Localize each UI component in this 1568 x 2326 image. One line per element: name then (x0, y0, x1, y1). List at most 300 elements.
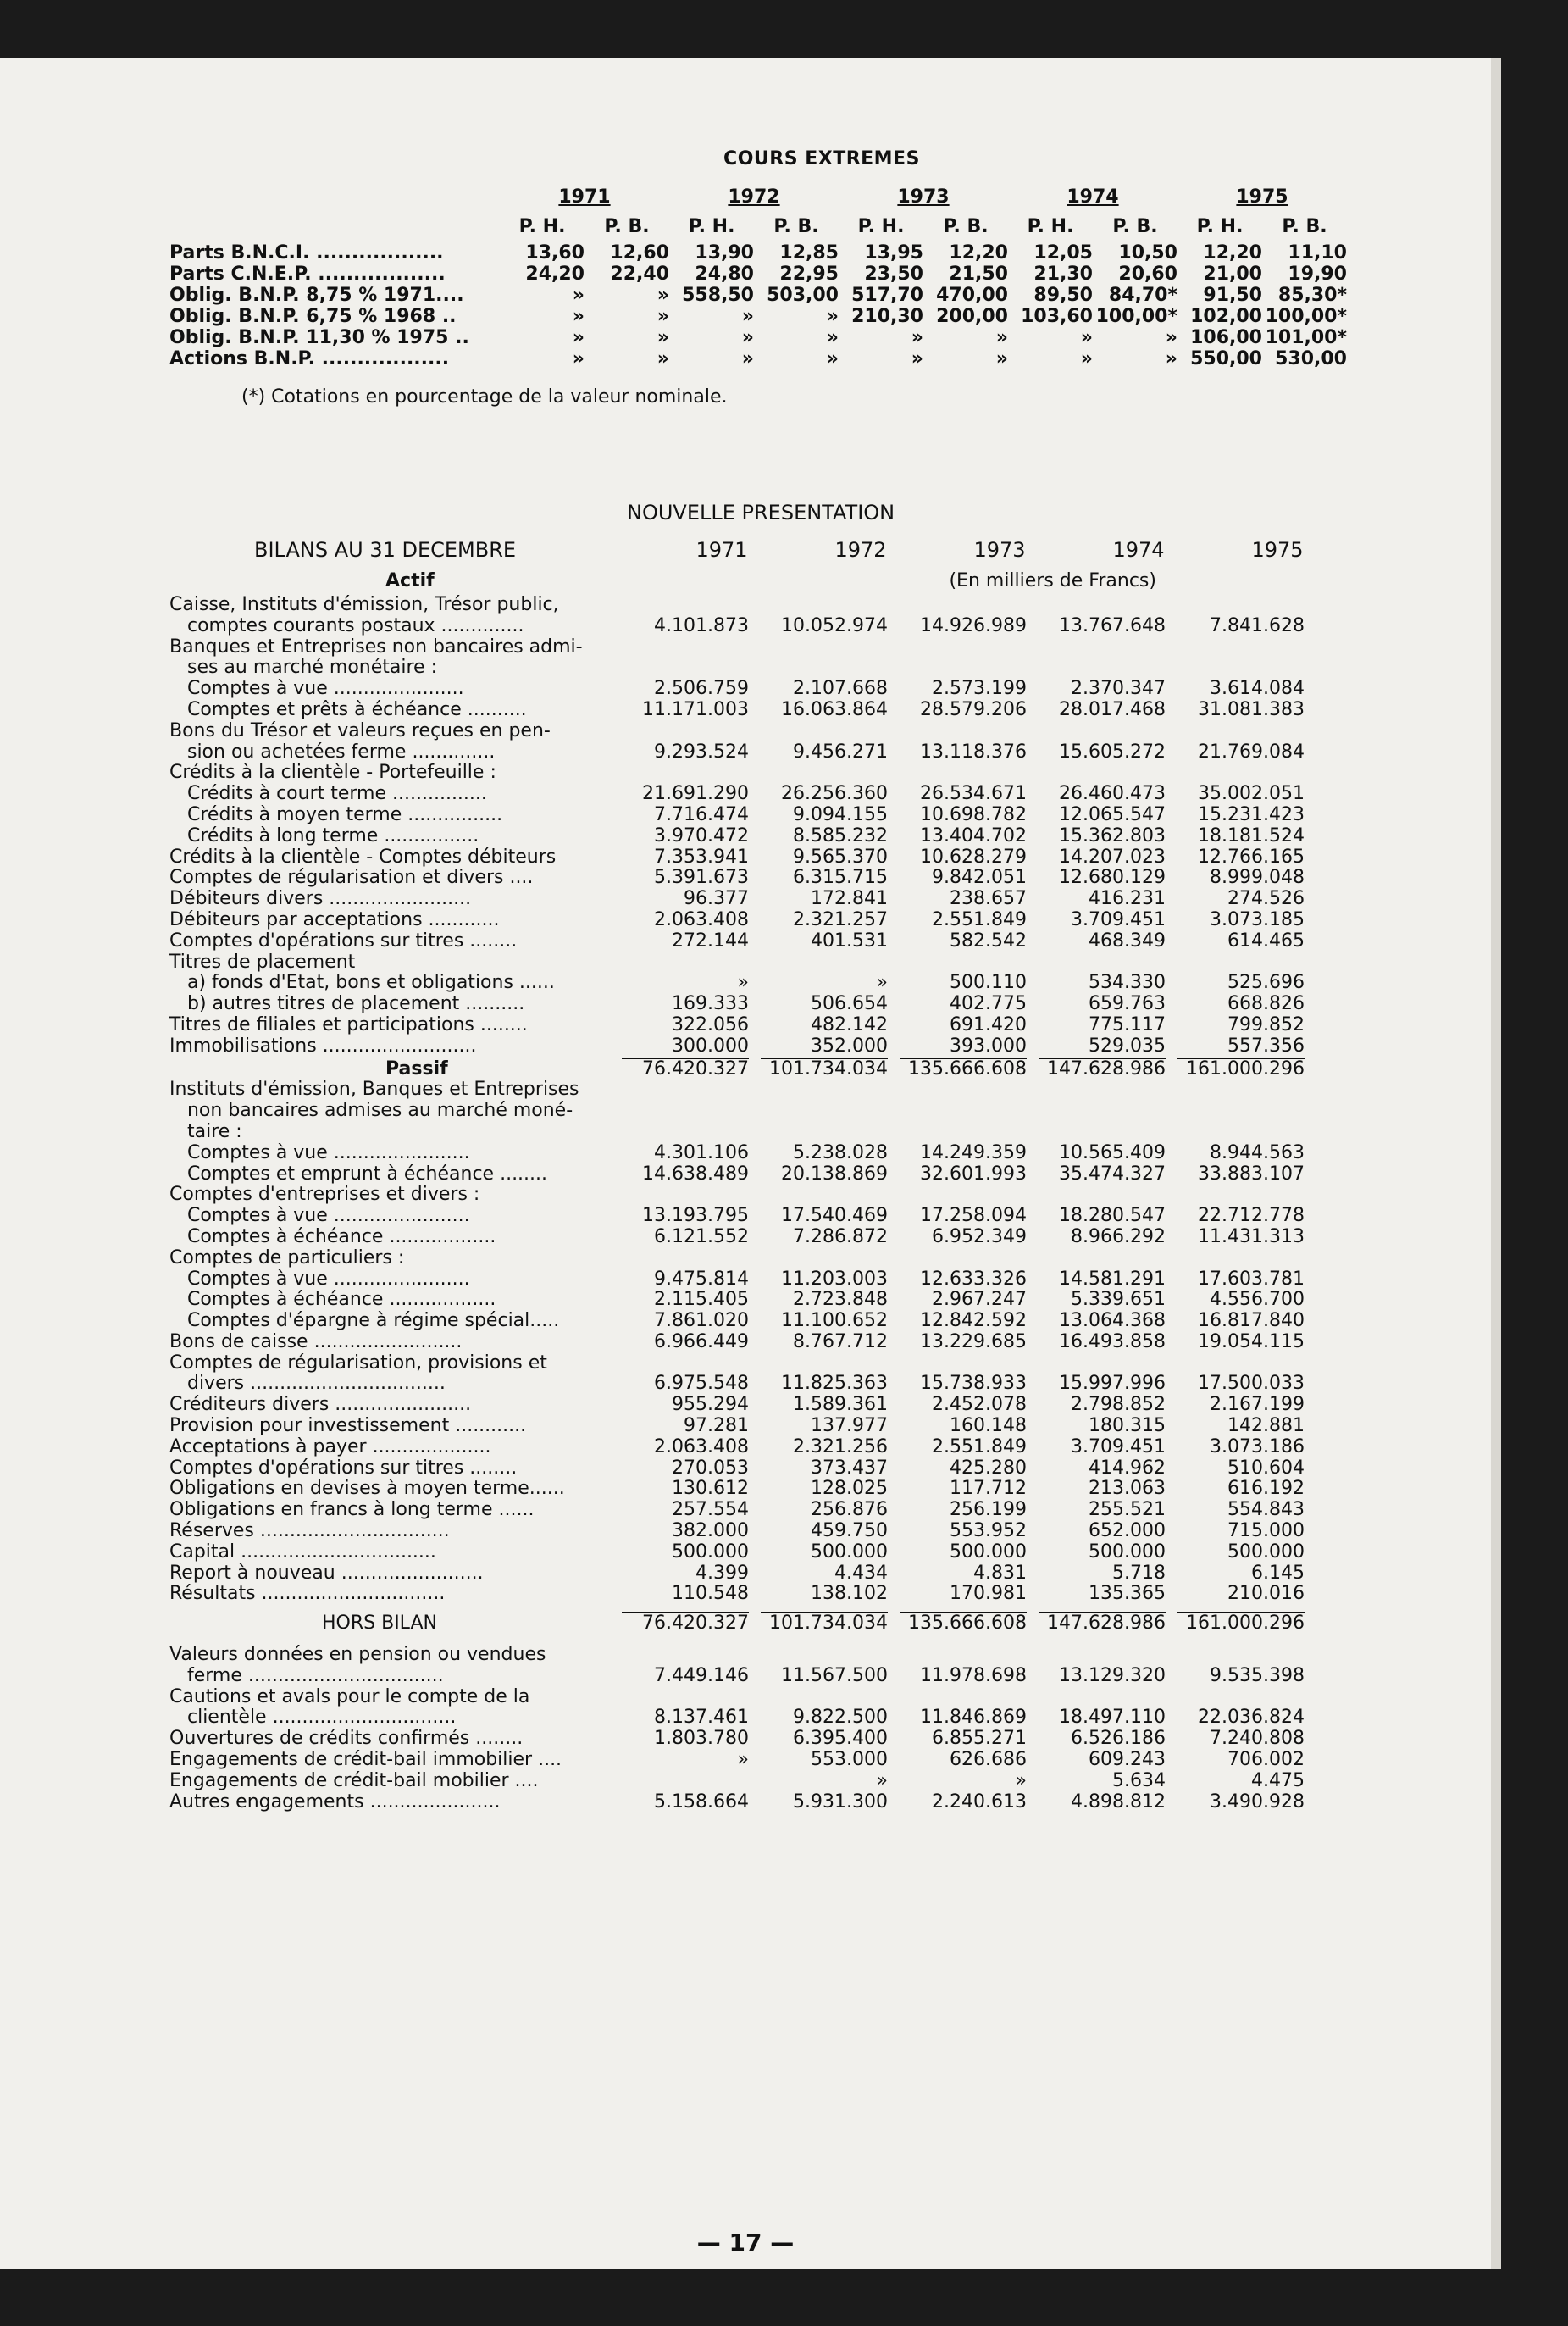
actif-row (169, 1036, 1347, 1058)
value-cell: 128.025 (811, 1478, 888, 1500)
passif-row-label: Comptes d'épargne à régime spécial..... (169, 1311, 560, 1332)
cours-cell: 558,50 (682, 285, 754, 306)
value-cell: 500.000 (811, 1540, 888, 1563)
cours-cell: » (572, 348, 585, 369)
value-cell: 16.493.858 (1059, 1330, 1166, 1352)
hors-bilan-row-values (610, 1771, 1305, 1792)
actif-row (169, 637, 1347, 658)
cours-cell: 100,00* (1265, 306, 1347, 327)
value-cell: 626.686 (950, 1749, 1027, 1771)
passif-row (169, 1122, 1347, 1143)
value-cell: » (1015, 1769, 1027, 1791)
value-cell: 96.377 (684, 888, 749, 910)
value-cell: 506.654 (811, 993, 888, 1015)
cours-row (169, 327, 1347, 348)
actif-row-values (610, 742, 1305, 763)
hors-bilan-row (169, 1666, 1347, 1687)
value-cell: 170.981 (950, 1583, 1027, 1605)
value-cell: 26.256.360 (781, 783, 888, 805)
cours-cell: 22,95 (779, 264, 839, 285)
value-cell: 3.709.451 (1071, 1435, 1166, 1457)
cours-cell: 13,90 (695, 242, 754, 264)
value-cell: 557.356 (1227, 1035, 1305, 1057)
value-cell: 4.399 (695, 1562, 749, 1584)
passif-row-label: Obligations en devises à moyen terme...... (169, 1479, 565, 1500)
passif-row-values (610, 1500, 1305, 1521)
value-cell: 169.333 (672, 993, 749, 1015)
value-cell: 6.966.449 (654, 1330, 749, 1352)
value-cell: 16.063.864 (781, 698, 888, 720)
value-cell: 529.035 (1089, 1035, 1166, 1057)
value-cell: 32.601.993 (920, 1163, 1027, 1185)
cours-cell: 210,30 (851, 306, 923, 327)
value-cell: 22.712.778 (1198, 1205, 1305, 1227)
cours-cell: 106,00 (1190, 327, 1262, 348)
col-ph: P. H. (1027, 216, 1074, 237)
value-cell: 172.841 (811, 888, 888, 910)
actif-row (169, 658, 1347, 679)
value-cell: 2.452.078 (932, 1394, 1027, 1416)
value-cell: 7.841.628 (1210, 614, 1305, 636)
hors-bilan-row-values (610, 1707, 1305, 1729)
value-cell: 554.843 (1227, 1499, 1305, 1521)
col-ph: P. H. (1196, 216, 1244, 237)
bilan-year: 1974 (1112, 538, 1165, 562)
value-cell: 12.633.326 (920, 1268, 1027, 1290)
actif-row (169, 679, 1347, 700)
actif-row-label: Comptes de régularisation et divers .... (169, 868, 534, 889)
actif-row-values (610, 1036, 1305, 1058)
value-cell: 18.497.110 (1059, 1707, 1166, 1729)
passif-row-values (610, 1437, 1305, 1458)
value-cell: » (876, 1769, 888, 1791)
passif-row-values (610, 1395, 1305, 1416)
value-cell: 614.465 (1227, 930, 1305, 952)
value-cell: 5.718 (1112, 1562, 1166, 1584)
cours-cell: » (657, 327, 669, 348)
value-cell: 117.712 (950, 1478, 1027, 1500)
cours-table (169, 242, 1347, 369)
value-cell: 8.767.712 (793, 1330, 888, 1352)
value-cell: 9.822.500 (793, 1707, 888, 1729)
total-cell: 147.628.986 (1047, 1058, 1166, 1080)
actif-row-label: Titres de filiales et participations ........ (169, 1014, 528, 1035)
actif-row-values (610, 1015, 1305, 1036)
value-cell: 7.353.941 (654, 846, 749, 868)
cours-cell: » (741, 327, 754, 348)
value-cell: 6.526.186 (1071, 1728, 1166, 1750)
cours-cell: 85,30* (1277, 285, 1347, 306)
cours-cell: » (572, 306, 585, 327)
value-cell: 14.926.989 (920, 614, 1027, 636)
passif-row (169, 1311, 1347, 1332)
value-cell: 691.420 (950, 1013, 1027, 1035)
passif-row (169, 1395, 1347, 1416)
value-cell: 2.115.405 (654, 1289, 749, 1311)
value-cell: 9.565.370 (793, 846, 888, 868)
value-cell: 270.053 (672, 1457, 749, 1479)
cours-cell: 24,20 (525, 264, 585, 285)
value-cell: 6.395.400 (793, 1728, 888, 1750)
passif-row-label: Comptes de particuliers : (169, 1247, 405, 1268)
hors-bilan-row (169, 1707, 1347, 1729)
value-cell: 3.073.186 (1210, 1435, 1305, 1457)
passif-row (169, 1353, 1347, 1374)
cours-year: 1973 (897, 186, 950, 208)
hors-bilan-table (169, 1645, 1347, 1813)
value-cell: 352.000 (811, 1035, 888, 1057)
hors-bilan-row-label: Engagements de crédit-bail immobilier .... (169, 1750, 562, 1771)
value-cell: 21.691.290 (642, 783, 749, 805)
cours-cell: » (826, 306, 839, 327)
value-cell: 4.301.106 (654, 1141, 749, 1163)
value-cell: 13.229.685 (920, 1330, 1027, 1352)
value-cell: 28.579.206 (920, 698, 1027, 720)
actif-row-label: Bons du Trésor et valeurs reçues en pen- (169, 720, 551, 741)
cours-footnote: (*) Cotations en pourcentage de la valeur nominale. (241, 386, 728, 408)
cours-cell: 21,50 (949, 264, 1008, 285)
actif-row (169, 868, 1347, 889)
value-cell: 5.238.028 (793, 1141, 888, 1163)
passif-row (169, 1458, 1347, 1479)
col-ph: P. H. (857, 216, 905, 237)
value-cell: 6.975.548 (654, 1373, 749, 1395)
actif-row-label: comptes courants postaux .............. (169, 615, 524, 636)
actif-row (169, 595, 1347, 616)
actif-row (169, 973, 1347, 994)
actif-row-label: Crédits à la clientèle - Portefeuille : (169, 763, 496, 784)
cours-cell: 12,60 (610, 242, 669, 264)
actif-row-label: Comptes à vue ...................... (169, 679, 464, 700)
cours-cell: » (826, 327, 839, 348)
value-cell: 1.589.361 (793, 1394, 888, 1416)
value-cell: 12.842.592 (920, 1310, 1027, 1332)
cours-cell: » (657, 306, 669, 327)
cours-cell: 91,50 (1203, 285, 1262, 306)
value-cell: 799.852 (1227, 1013, 1305, 1035)
value-cell: 3.709.451 (1071, 908, 1166, 930)
passif-row-label: Comptes et emprunt à échéance ........ (169, 1163, 548, 1185)
col-pb: P. B. (1282, 216, 1327, 237)
actif-row-values (610, 910, 1305, 931)
cours-cell: » (741, 306, 754, 327)
passif-row-values (610, 1227, 1305, 1248)
value-cell: 3.073.185 (1210, 908, 1305, 930)
value-cell: 8.944.563 (1210, 1141, 1305, 1163)
value-cell: 33.883.107 (1198, 1163, 1305, 1185)
cours-title: COURS EXTREMES (723, 148, 920, 169)
actif-row (169, 784, 1347, 805)
passif-row-label: Instituts d'émission, Banques et Entreprises (169, 1080, 579, 1101)
value-cell: 35.002.051 (1198, 783, 1305, 805)
cours-subheader (500, 216, 1347, 237)
cours-cell: 20,60 (1118, 264, 1177, 285)
value-cell: 2.063.408 (654, 1435, 749, 1457)
value-cell: 715.000 (1227, 1520, 1305, 1542)
bilan-year: 1973 (973, 538, 1026, 562)
cours-cell: 22,40 (610, 264, 669, 285)
passif-row-label: Bons de caisse ......................... (169, 1331, 463, 1352)
value-cell: 500.000 (1089, 1540, 1166, 1563)
passif-table (169, 1080, 1347, 1605)
actif-row-label: Crédits à moyen terme ................ (169, 804, 503, 825)
value-cell: 137.977 (811, 1415, 888, 1437)
cours-row-label: Oblig. B.N.P. 8,75 % 1971.... (169, 285, 464, 306)
value-cell: 459.750 (811, 1520, 888, 1542)
passif-row (169, 1542, 1347, 1563)
passif-row (169, 1500, 1347, 1521)
value-cell: 138.102 (811, 1583, 888, 1605)
value-cell: 425.280 (950, 1457, 1027, 1479)
value-cell: 9.842.051 (932, 867, 1027, 889)
value-cell: 8.999.048 (1210, 867, 1305, 889)
actif-row (169, 700, 1347, 721)
cours-cell: 101,00* (1265, 327, 1347, 348)
value-cell: 5.339.651 (1071, 1289, 1166, 1311)
value-cell: 97.281 (684, 1415, 749, 1437)
actif-row-label: a) fonds d'Etat, bons et obligations ...... (169, 973, 555, 994)
cours-row (169, 264, 1347, 285)
value-cell: 11.203.003 (781, 1268, 888, 1290)
value-cell: 553.000 (811, 1749, 888, 1771)
cours-cell: 21,30 (1033, 264, 1093, 285)
cours-row (169, 285, 1347, 306)
total-cell: 76.420.327 (642, 1613, 749, 1635)
cours-cell: 550,00 (1190, 348, 1262, 369)
cours-cell: 13,60 (525, 242, 585, 264)
cours-cell: » (1165, 348, 1177, 369)
passif-row-label: Comptes de régularisation, provisions et (169, 1352, 547, 1374)
actif-row-values (610, 973, 1305, 994)
passif-row (169, 1101, 1347, 1122)
value-cell: 5.931.300 (793, 1790, 888, 1813)
cours-row-label: Actions B.N.P. .................. (169, 348, 450, 369)
value-cell: 14.249.359 (920, 1141, 1027, 1163)
hors-bilan-row-values (610, 1750, 1305, 1771)
passif-row (169, 1248, 1347, 1269)
passif-row-label: Comptes à échéance .................. (169, 1226, 496, 1247)
value-cell: 11.171.003 (642, 698, 749, 720)
cours-cell: 530,00 (1275, 348, 1347, 369)
value-cell: 1.803.780 (654, 1728, 749, 1750)
cours-cell: » (572, 327, 585, 348)
passif-row-label: Résultats ............................... (169, 1584, 446, 1605)
hors-bilan-row-label: Cautions et avals pour le compte de la (169, 1686, 530, 1707)
value-cell: 160.148 (950, 1415, 1027, 1437)
value-cell: 130.612 (672, 1478, 749, 1500)
unit-label: (En milliers de Francs) (949, 570, 1156, 591)
hors-bilan-row (169, 1792, 1347, 1813)
passif-row-label: Obligations en francs à long terme ...... (169, 1500, 535, 1521)
passif-row-values (610, 1269, 1305, 1291)
hors-bilan-row-label: Engagements de crédit-bail mobilier .... (169, 1770, 539, 1791)
value-cell: 955.294 (672, 1394, 749, 1416)
cours-cell: 470,00 (936, 285, 1008, 306)
value-cell: 10.628.279 (920, 846, 1027, 868)
total-cell: 135.666.608 (908, 1613, 1027, 1635)
value-cell: 2.370.347 (1071, 678, 1166, 700)
value-cell: 238.657 (950, 888, 1027, 910)
actif-row-values (610, 784, 1305, 805)
value-cell: 500.000 (950, 1540, 1027, 1563)
value-cell: 3.970.472 (654, 824, 749, 847)
passif-row (169, 1269, 1347, 1291)
hors-bilan-row-label: Valeurs données en pension ou vendues (169, 1645, 546, 1666)
value-cell: 255.521 (1089, 1499, 1166, 1521)
passif-row-label: Provision pour investissement ............ (169, 1416, 527, 1437)
cours-cell: » (995, 327, 1008, 348)
value-cell: 15.605.272 (1059, 741, 1166, 763)
value-cell: 553.952 (950, 1520, 1027, 1542)
actif-row (169, 742, 1347, 763)
actif-row-values (610, 847, 1305, 869)
actif-row (169, 889, 1347, 910)
value-cell: 482.142 (811, 1013, 888, 1035)
passif-row-label: non bancaires admises au marché moné- (169, 1101, 573, 1122)
passif-row-values (610, 1332, 1305, 1353)
passif-row-label: Comptes à échéance .................. (169, 1290, 496, 1311)
cours-cell: 13,95 (864, 242, 923, 264)
hors-bilan-row (169, 1750, 1347, 1771)
presentation-title: NOUVELLE PRESENTATION (627, 501, 895, 525)
value-cell: 416.231 (1089, 888, 1166, 910)
cours-cell: 503,00 (767, 285, 839, 306)
value-cell: 4.475 (1251, 1769, 1305, 1791)
value-cell: 525.696 (1227, 972, 1305, 994)
actif-row-label: Débiteurs par acceptations ............ (169, 909, 500, 930)
value-cell: 15.231.423 (1198, 803, 1305, 825)
value-cell: 274.526 (1227, 888, 1305, 910)
value-cell: 18.280.547 (1059, 1205, 1166, 1227)
actif-row-label: Crédits à long terme ................ (169, 825, 479, 847)
value-cell: 300.000 (672, 1035, 749, 1057)
bilans-heading: BILANS AU 31 DECEMBRE (254, 538, 517, 562)
value-cell: 7.286.872 (793, 1225, 888, 1247)
actif-row-values (610, 616, 1305, 637)
value-cell: 414.962 (1089, 1457, 1166, 1479)
value-cell: 2.240.613 (932, 1790, 1027, 1813)
passif-row-values (610, 1311, 1305, 1332)
cours-year: 1974 (1067, 186, 1119, 208)
value-cell: 6.121.552 (654, 1225, 749, 1247)
value-cell: 5.158.664 (654, 1790, 749, 1813)
actif-row-label: Comptes et prêts à échéance .......... (169, 699, 527, 720)
value-cell: 11.825.363 (781, 1373, 888, 1395)
value-cell: 775.117 (1089, 1013, 1166, 1035)
value-cell: 9.094.155 (793, 803, 888, 825)
actif-row-label: Immobilisations .......................... (169, 1035, 477, 1057)
value-cell: 14.581.291 (1059, 1268, 1166, 1290)
value-cell: 22.036.824 (1198, 1707, 1305, 1729)
value-cell: 668.826 (1227, 993, 1305, 1015)
cours-cell: 12,05 (1033, 242, 1093, 264)
cours-cell: 200,00 (936, 306, 1008, 327)
value-cell: 8.585.232 (793, 824, 888, 847)
passif-row-values (610, 1290, 1305, 1311)
bilans-header (169, 538, 1347, 562)
value-cell: 468.349 (1089, 930, 1166, 952)
col-pb: P. B. (773, 216, 819, 237)
value-cell: 2.321.256 (793, 1435, 888, 1457)
value-cell (610, 1771, 749, 1792)
actif-row-values (610, 931, 1305, 952)
col-pb: P. B. (604, 216, 650, 237)
passif-title: Passif (385, 1058, 448, 1080)
value-cell: 2.506.759 (654, 678, 749, 700)
value-cell: 17.258.094 (920, 1205, 1027, 1227)
cours-row-label: Parts C.N.E.P. .................. (169, 264, 446, 285)
value-cell: 10.698.782 (920, 803, 1027, 825)
value-cell: 582.542 (950, 930, 1027, 952)
cours-year: 1971 (558, 186, 611, 208)
actif-row-label: b) autres titres de placement .......... (169, 994, 525, 1015)
value-cell: 4.898.812 (1071, 1790, 1166, 1813)
actif-row (169, 1015, 1347, 1036)
value-cell: 12.680.129 (1059, 867, 1166, 889)
actif-row (169, 616, 1347, 637)
value-cell: 26.534.671 (920, 783, 1027, 805)
value-cell: 500.000 (1227, 1540, 1305, 1563)
actif-row (169, 826, 1347, 847)
page-edge (1491, 58, 1501, 2269)
value-cell: 2.573.199 (932, 678, 1027, 700)
cours-cell: 12,85 (779, 242, 839, 264)
total-cell: 101.734.034 (769, 1058, 888, 1080)
value-cell: 10.565.409 (1059, 1141, 1166, 1163)
value-cell: 18.181.524 (1198, 824, 1305, 847)
value-cell: » (737, 1749, 749, 1771)
value-cell: » (876, 972, 888, 994)
value-cell: 6.855.271 (932, 1728, 1027, 1750)
total-cell: 161.000.296 (1186, 1058, 1305, 1080)
col-ph: P. H. (688, 216, 735, 237)
hors-bilan-row-label: ferme ................................. (169, 1665, 444, 1686)
page-content (169, 148, 1347, 1813)
cours-row-label: Oblig. B.N.P. 6,75 % 1968 .. (169, 306, 457, 327)
value-cell: 21.769.084 (1198, 741, 1305, 763)
value-cell: 135.365 (1089, 1583, 1166, 1605)
value-cell: 510.604 (1227, 1457, 1305, 1479)
actif-row-values (610, 805, 1305, 826)
value-cell: 9.293.524 (654, 741, 749, 763)
passif-row-values (610, 1458, 1305, 1479)
cours-cell: » (572, 285, 585, 306)
hors-bilan-row (169, 1729, 1347, 1750)
value-cell: 534.330 (1089, 972, 1166, 994)
cours-cell: » (1165, 327, 1177, 348)
value-cell: 393.000 (950, 1035, 1027, 1057)
hors-bilan-row-label: Autres engagements ...................... (169, 1791, 501, 1813)
total-cell: 101.734.034 (769, 1613, 888, 1635)
passif-row-label: Comptes d'opérations sur titres ........ (169, 1457, 518, 1479)
value-cell: 17.540.469 (781, 1205, 888, 1227)
passif-row (169, 1479, 1347, 1500)
value-cell: 16.817.840 (1198, 1310, 1305, 1332)
value-cell: 26.460.473 (1059, 783, 1166, 805)
passif-row-values (610, 1374, 1305, 1395)
cours-cell: 103,60 (1021, 306, 1093, 327)
passif-row-label: divers ................................. (169, 1374, 446, 1395)
value-cell: 180.315 (1089, 1415, 1166, 1437)
total-cell: 76.420.327 (642, 1058, 749, 1080)
actif-row (169, 994, 1347, 1015)
value-cell: 659.763 (1089, 993, 1166, 1015)
total-cell: 161.000.296 (1186, 1613, 1305, 1635)
value-cell: » (737, 972, 749, 994)
cours-row-label: Parts B.N.C.I. .................. (169, 242, 444, 264)
value-cell: 4.101.873 (654, 614, 749, 636)
cours-cell: » (657, 285, 669, 306)
